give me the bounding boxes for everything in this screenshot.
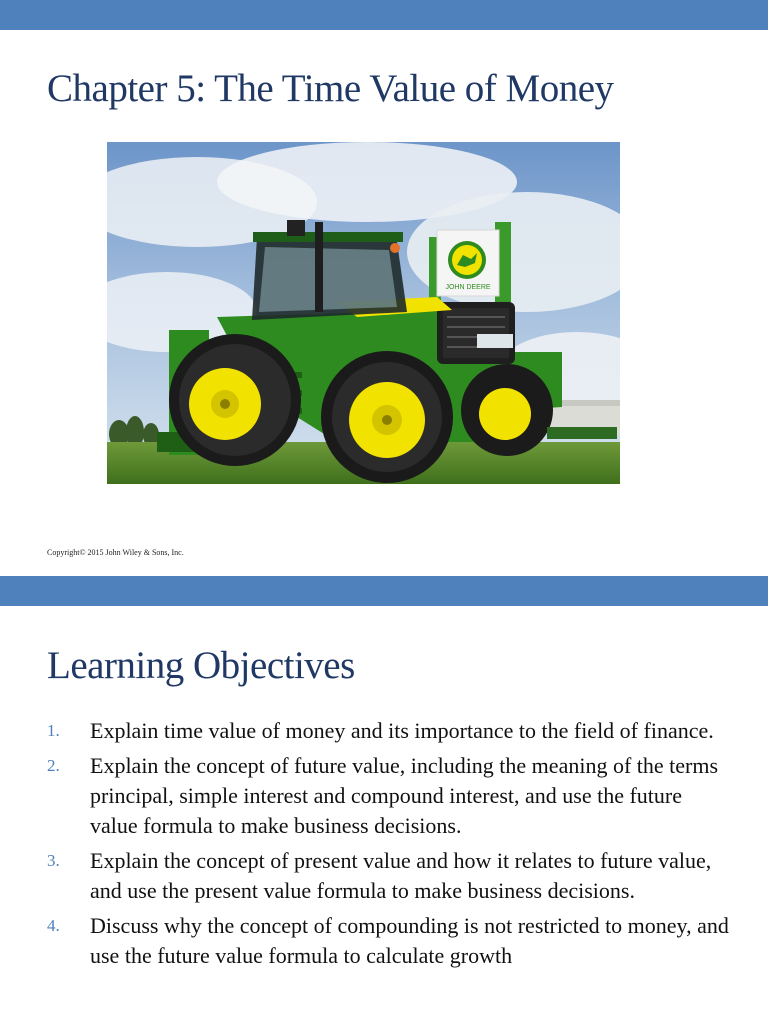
list-item-text: Explain time value of money and its importance to the field of finance.: [90, 718, 714, 743]
section-title: Learning Objectives: [47, 644, 355, 687]
tractor-photo: [107, 142, 620, 484]
list-item: [0, 911, 768, 971]
john-deere-logo-text: JOHN DEERE: [445, 284, 491, 291]
list-item-number: 2.: [47, 756, 60, 775]
list-item: [0, 716, 768, 746]
list-item-number: 4.: [47, 916, 60, 935]
list-item-number: 3.: [47, 851, 60, 870]
copyright-notice: Copyright© 2015 John Wiley & Sons, Inc.: [47, 548, 184, 557]
list-item: [0, 751, 768, 841]
list-item-number: 1.: [47, 721, 60, 740]
list-item-text: Explain the concept of present value and how it relates to future value, and use the present value formula to make business decisions.: [90, 848, 712, 903]
list-item-text: Discuss why the concept of compounding is not restricted to money, and use the future value formula to calculate growth: [90, 913, 729, 968]
slide-title: Chapter 5: The Time Value of Money: [47, 67, 614, 110]
list-item: [0, 846, 768, 906]
learning-objectives-list: [0, 716, 768, 976]
top-accent-band: [0, 0, 768, 30]
list-item-text: Explain the concept of future value, including the meaning of the terms principal, simple interest and compound interest, and use the future value formula to make business decisions.: [90, 753, 719, 838]
section-accent-band: [0, 576, 768, 606]
